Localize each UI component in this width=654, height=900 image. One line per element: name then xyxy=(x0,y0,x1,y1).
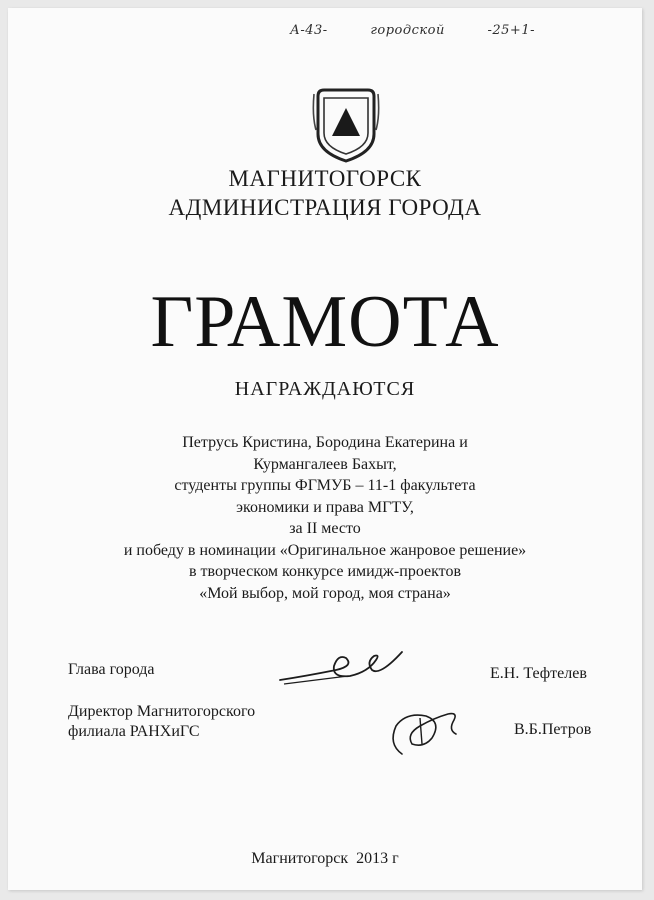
place-name: Магнитогорск xyxy=(251,850,349,867)
certificate-sheet xyxy=(8,8,642,890)
city-coat-of-arms-icon xyxy=(310,86,382,164)
handwritten-word: городской xyxy=(370,23,445,38)
administration-name: АДМИНИСТРАЦИЯ ГОРОДА xyxy=(168,195,482,220)
city-name: МАГНИТОГОРСК xyxy=(228,166,422,191)
signer-position-line: филиала РАНХиГС xyxy=(68,723,200,740)
signer-name: Е.Н. Тефтелев xyxy=(490,665,587,682)
signer-name: В.Б.Петров xyxy=(514,721,592,738)
signer-position-line: Глава города xyxy=(68,661,155,678)
award-line: Петрусь Кристина, Бородина Екатерина и xyxy=(182,434,468,451)
certificate-title: ГРАМОТА xyxy=(150,281,500,363)
handwritten-note xyxy=(290,23,632,38)
award-line: и победу в номинации «Оригинальное жанровое решение» xyxy=(123,541,527,559)
award-line: Курмангалеев Бахыт, xyxy=(253,455,397,473)
handwritten-signature xyxy=(276,646,406,690)
award-line: за II место xyxy=(289,520,361,537)
awarded-label: НАГРАЖДАЮТСЯ xyxy=(234,378,416,400)
signer-position xyxy=(68,660,155,680)
signer-position xyxy=(68,702,255,742)
handwritten-code: А-43- xyxy=(290,23,328,38)
handwritten-signature xyxy=(382,704,462,764)
issue-year: 2013 г xyxy=(356,850,399,867)
award-text xyxy=(8,432,642,604)
signer-position-line: Директор Магнитогорского xyxy=(68,703,256,720)
award-line: экономики и права МГТУ, xyxy=(236,498,414,516)
award-line: «Мой выбор, мой город, моя страна» xyxy=(199,584,451,602)
place-and-date xyxy=(8,850,642,868)
handwritten-score: -25+1- xyxy=(487,23,535,38)
award-line: в творческом конкурсе имидж-проектов xyxy=(188,563,462,580)
award-line: студенты группы ФГМУБ – 11-1 факультета xyxy=(174,477,476,494)
